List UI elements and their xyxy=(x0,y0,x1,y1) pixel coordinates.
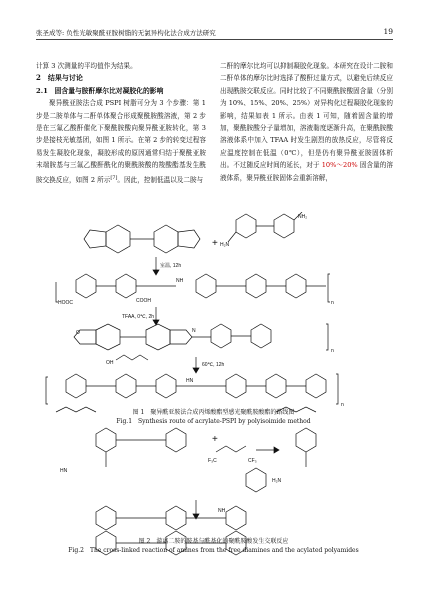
right-column xyxy=(220,60,393,184)
nh-label-1: NH xyxy=(176,278,184,284)
nh-label-2: NH xyxy=(218,508,226,514)
running-title: 张圣成等: 负性光敏聚酰亚胺树脂的无氯异构化法合成方法研究 xyxy=(36,29,216,37)
cooh-label: COOH xyxy=(136,298,151,304)
body-paragraph-left xyxy=(36,97,206,186)
polyisoimide-structure xyxy=(74,324,328,350)
page-number: 19 xyxy=(383,27,393,36)
highlighted-range: 10%～20% xyxy=(321,161,358,170)
body-paragraph-right xyxy=(220,60,393,184)
figure1-caption-cn: 图 1 聚异酰亚胺法合成丙烯酸酯型感光聚酰胺酸酯的路线图 xyxy=(132,409,295,416)
paragraph-text-b: 固含量的溶液体系，聚异酰亚胺固体会重新溶解， xyxy=(220,161,393,182)
reference-mark: [7] xyxy=(110,174,118,181)
figure2-caption-cn: 图 2 游离二胺的胺基与酰基化的聚酰胺酸发生交联反应 xyxy=(138,538,289,545)
repeat-n-1: n xyxy=(331,300,334,306)
o-label-1: O xyxy=(76,330,80,336)
polyamic-acid-structure xyxy=(56,274,330,302)
subsection-heading: 2.1 固含量与胺酐摩尔比对凝胶化的影响 xyxy=(36,86,164,95)
acylated-polyamic-acid xyxy=(96,428,186,467)
section-heading: 2 结果与讨论 xyxy=(36,73,83,83)
figure2-caption-en: Fig.2 The cross-linked reaction of amines from the free diamines and the acylated polyamides xyxy=(68,546,359,554)
h2n-label: H₂N xyxy=(220,242,230,248)
diamine-structure xyxy=(228,212,302,242)
hooc-label: HOOC xyxy=(58,300,73,306)
figure1-caption-en: Fig.1 Synthesis route of acrylate-PSPI by polyisoimide method xyxy=(116,417,311,425)
dianhydride-structure xyxy=(84,225,200,253)
paragraph-text: 聚异酰亚胺法合成 PSPI 树脂可分为 3 个步骤：第 1 步是二胺单体与二酐单体聚合形成聚酰胺酸溶液，第 2 步是在三氟乙酸酐催化下聚酰胺酸向聚异酰亚胺转化，第 3 步是接枝光敏基团，如图 1 所示。在第 2 步的转变过程容易发生凝胶化现象，凝胶形成的原因通常归结于聚酰亚胺末端胺基与三氟乙酸酐酰化的聚酰胺酸的羧酸酯基发生酰胺交换反应，如图 2 所示 xyxy=(36,99,206,184)
repeat-n-2: n xyxy=(331,348,334,354)
paragraph-text-end: 。因此，控制低温以及二胺与 xyxy=(117,175,204,184)
f3c-label: F₃C xyxy=(208,458,217,464)
left-column xyxy=(36,60,206,186)
repeat-n-3: n xyxy=(341,402,344,408)
hn-label-2: HN xyxy=(60,468,68,474)
step2-condition: TFAA, 0℃, 2h xyxy=(122,314,155,320)
plus-sign: + xyxy=(212,238,218,249)
oh-label: OH xyxy=(106,360,114,366)
cf3-label: CF₃ xyxy=(248,458,257,464)
plus-sign-2: + xyxy=(212,434,218,445)
step3-condition: 60℃, 12h xyxy=(202,362,225,368)
results-line: 计算 3 次测量的平均值作为结果。 xyxy=(36,62,137,70)
nh2-label: NH₂ xyxy=(298,214,308,220)
figure1-caption xyxy=(0,409,427,426)
running-header xyxy=(36,27,393,40)
acylating-agent xyxy=(216,446,246,452)
paragraph-text-a: 二酐的摩尔比均可以抑制凝胶化现象。本研究在设计二胺和二酐单体的摩尔比时选择了酸酐过量方式，以避免后续反应出现酰胺交联反应。同时比较了不同聚酰胺酸固含量（分别为 10%、15%、20%、25%）对异构化过程凝胶化现象的影响，结果如表 1 所示。由表 1 可知，随着固含量的增加，聚酰胺酸分子量增加，溶液黏度逐渐升高，在聚酰胺酸溶液体系中加入 TFAA 时发生剧烈的放热反应，尽管将反应温度控制在低温（0℃），但是仍有聚异酰亚胺固体析出。不过随反应时间的延长，对于 xyxy=(220,62,393,170)
figure2-caption xyxy=(0,538,427,555)
hn-label-1: HN xyxy=(186,378,194,384)
hydroxy-acrylate-chain xyxy=(116,355,148,360)
n-label-1: N xyxy=(192,328,196,334)
step1-condition: 室温, 12h xyxy=(160,263,182,269)
h2n-label-2: H₂N xyxy=(272,478,282,484)
